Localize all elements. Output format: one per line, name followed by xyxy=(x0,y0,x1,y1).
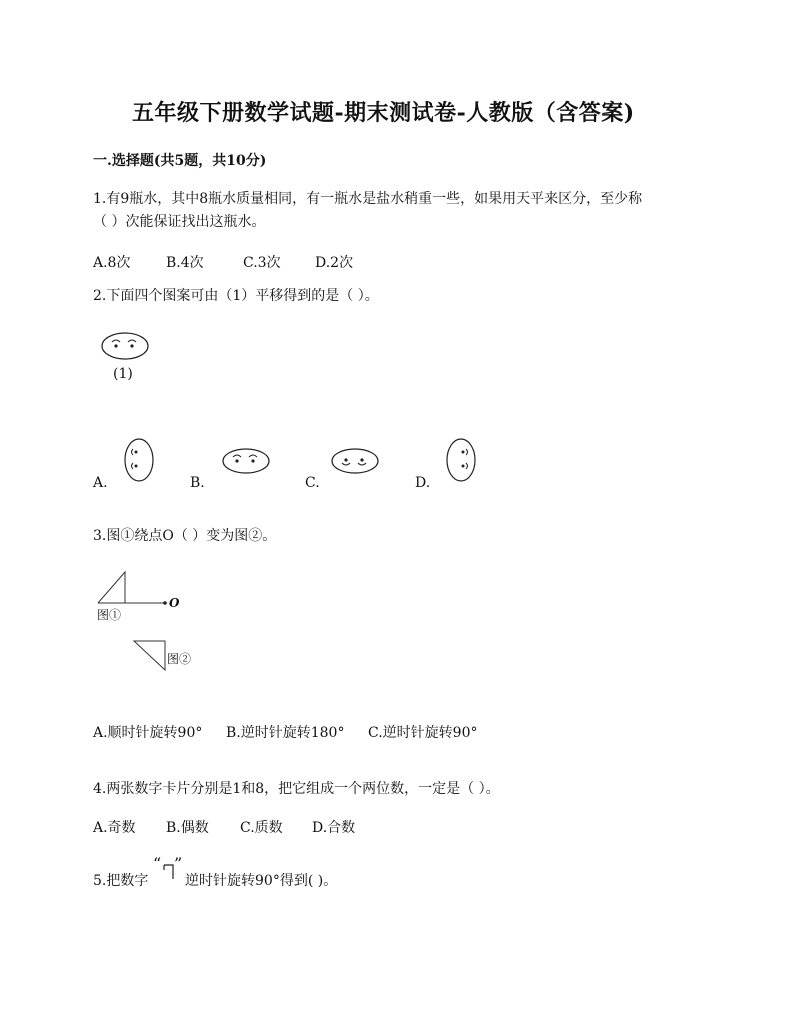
question-2-text: 2.下面四个图案可由（1）平移得到的是（ ）。 xyxy=(93,288,379,304)
q1-option-a[interactable]: A.8次 xyxy=(93,255,131,271)
question-1-line-2: （ ）次能保证找出这瓶水。 xyxy=(93,214,266,230)
section-heading: 一.选择题(共5题，共10分) xyxy=(93,153,267,169)
q4-option-a[interactable]: A.奇数 xyxy=(93,820,136,836)
q3-option-c[interactable]: C.逆时针旋转90° xyxy=(368,725,478,741)
q3-point-o-label: O xyxy=(169,596,180,610)
q5-close-quote: ” xyxy=(174,854,183,873)
question-5-text-after: 逆时针旋转90°得到( )。 xyxy=(185,873,338,889)
q3-figure-1-label: 图① xyxy=(97,608,122,622)
q2-option-d[interactable]: D. xyxy=(415,475,431,491)
q2-option-a-face-figure xyxy=(122,437,156,485)
q2-option-d-face-figure xyxy=(444,437,478,485)
q2-option-c-face-figure xyxy=(330,447,380,477)
q2-option-a[interactable]: A. xyxy=(93,475,108,491)
q1-option-d[interactable]: D.2次 xyxy=(315,255,354,271)
q4-option-d[interactable]: D.合数 xyxy=(312,820,356,836)
question-4-text: 4.两张数字卡片分别是1和8，把它组成一个两位数，一定是（ ）。 xyxy=(93,781,500,797)
q2-figure-label: (1) xyxy=(113,366,133,382)
q1-option-b[interactable]: B.4次 xyxy=(166,255,204,271)
q2-original-face-figure xyxy=(100,331,150,361)
question-5-text-before: 5.把数字 xyxy=(93,873,149,889)
q1-option-c[interactable]: C.3次 xyxy=(243,255,281,271)
q3-figure-2-label: 图② xyxy=(167,652,192,666)
q3-option-b[interactable]: B.逆时针旋转180° xyxy=(226,725,345,741)
q2-option-b-face-figure xyxy=(221,447,271,477)
q2-option-b[interactable]: B. xyxy=(190,475,205,491)
q3-option-a[interactable]: A.顺时针旋转90° xyxy=(93,725,203,741)
question-3-text: 3.图①绕点O（ ）变为图②。 xyxy=(93,528,277,544)
page-title: 五年级下册数学试题-期末测试卷-人教版（含答案) xyxy=(132,100,635,126)
q4-option-b[interactable]: B.偶数 xyxy=(166,820,209,836)
q5-open-quote: “ xyxy=(153,854,162,873)
q4-option-c[interactable]: C.质数 xyxy=(240,820,283,836)
question-1-line-1: 1.有9瓶水，其中8瓶水质量相同，有一瓶水是盐水稍重一些，如果用天平来区分，至少称 xyxy=(93,191,643,207)
q2-option-c[interactable]: C. xyxy=(305,475,320,491)
